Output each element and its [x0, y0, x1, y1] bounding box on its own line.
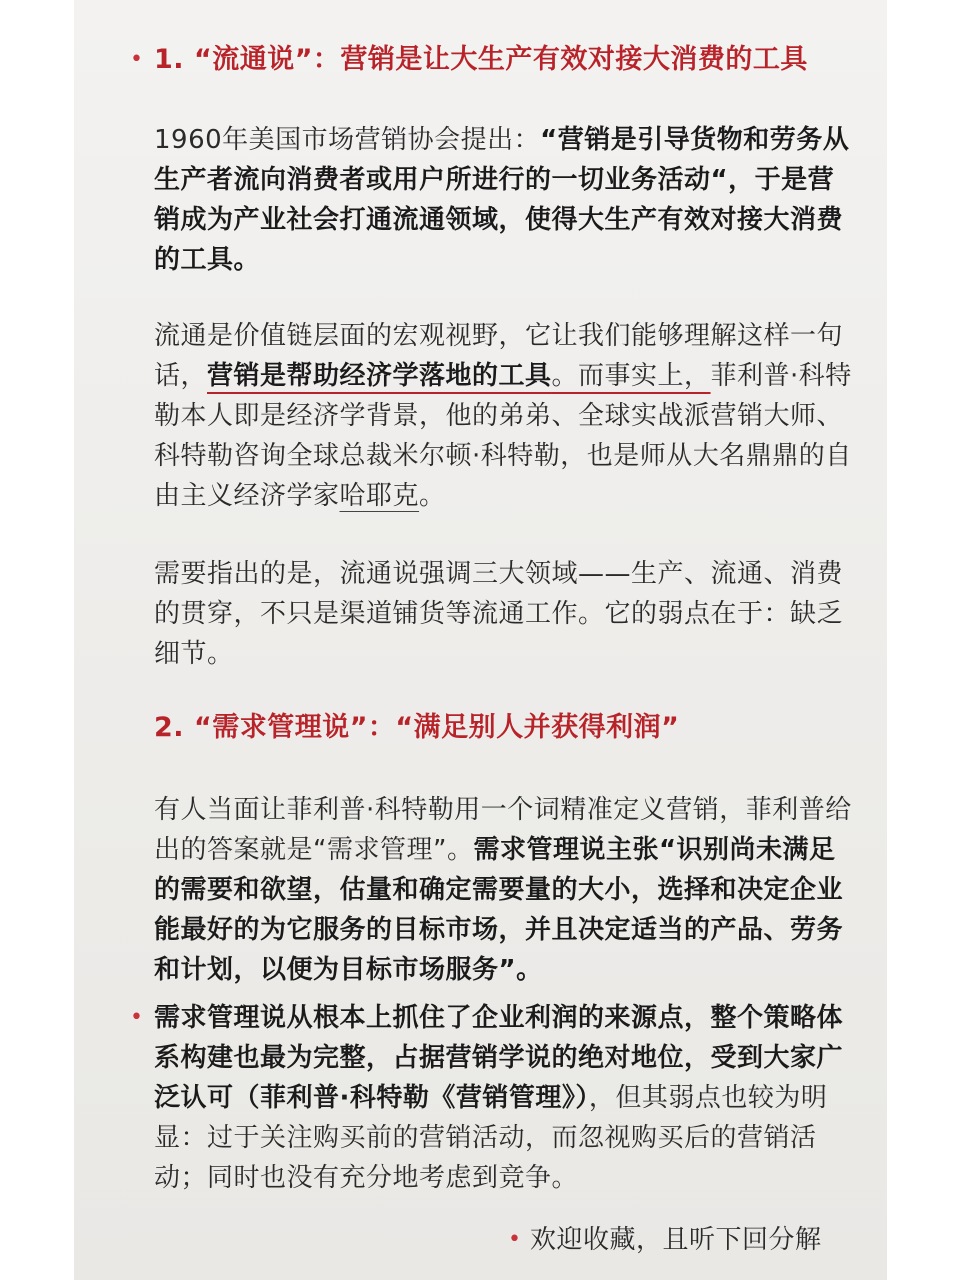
section2-heading: 2. “需求管理说”：“满足别人并获得利润” — [154, 712, 680, 743]
para2-text-3: 菲利普·科特勒本人即是经济学背景，他的弟弟、全球实战派营销大师、科特勒咨询全球总裁米尔顿·科特勒，也是师从大名鼎鼎的自由主义经济学家 — [154, 361, 852, 511]
s2-para1-text: 有人当面让菲利普·科特勒用一个词精准定义营销，菲利普给出的答案就是“需求管理”。 — [154, 795, 852, 865]
para2-text-2: 。而事实上， — [551, 361, 711, 391]
footer-text: 欢迎收藏，且听下回分解 — [530, 1225, 822, 1255]
document-page — [74, 0, 887, 1280]
section1-paragraph-2 — [154, 316, 854, 516]
section1-paragraph-1 — [154, 120, 854, 280]
para2-text-1: 流通是价值链层面的宏观视野，它让我们能够理解这样一句话， — [154, 321, 844, 391]
para1-bold-quote: “营销是引导货物和劳务从生产者流向消费者或用户所进行的一切业务活动“，于是营销成为产业社会打通流通领域，使得大生产有效对接大消费的工具。 — [154, 125, 850, 275]
section2-paragraph-1 — [154, 790, 854, 990]
para1-intro: 1960年美国市场营销协会提出： — [154, 125, 541, 155]
para3-text: 需要指出的是，流通说强调三大领域——生产、流通、消费的贯穿，不只是渠道铺货等流通工作。它的弱点在于：缺乏细节。 — [154, 559, 844, 669]
bullet-dot: • — [508, 1227, 521, 1252]
para2-bold-underlined: 营销是帮助经济学落地的工具 — [207, 361, 552, 391]
hayek-link[interactable]: 哈耶克 — [339, 481, 420, 511]
para2-text-4: 。 — [419, 481, 446, 511]
section1-paragraph-3 — [154, 554, 854, 674]
s2-para2-text: ，但其弱点也较为明显：过于关注购买前的营销活动，而忽视购买后的营销活动；同时也没有充分地考虑到竞争。 — [154, 1083, 828, 1193]
section1-heading: 1. “流通说”：营销是让大生产有效对接大消费的工具 — [154, 44, 808, 75]
s2-para2-bold: 需求管理说从根本上抓住了企业利润的来源点，整个策略体系构建也最为完整，占据营销学说的绝对地位，受到大家广泛认可（菲利普·科特勒《营销管理》） — [154, 1003, 844, 1113]
s2-para1-bold: 需求管理说主张“识别尚未满足的需要和欲望，估量和确定需要量的大小，选择和决定企业能最好的为它服务的目标市场，并且决定适当的产品、劳务和计划，以便为目标市场服务”。 — [154, 835, 844, 985]
bullet-dot: • — [130, 47, 143, 72]
bullet-dot: • — [130, 1005, 143, 1030]
section2-paragraph-2 — [154, 998, 854, 1198]
